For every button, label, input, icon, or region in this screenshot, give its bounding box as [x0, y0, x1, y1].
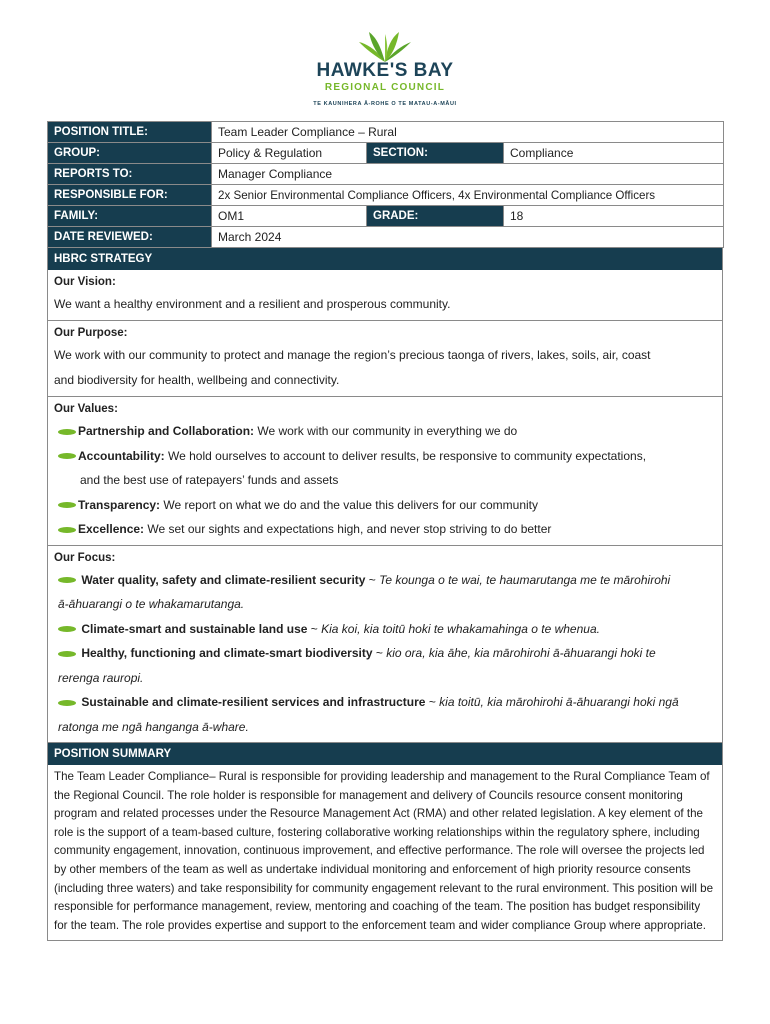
value-label: Excellence: [78, 522, 145, 536]
value-item [54, 493, 716, 518]
focus-maori-cont: ratonga me ngā hanganga ā-whare. [58, 719, 249, 734]
focus-separator: ~ [307, 621, 322, 636]
focus-label: Climate-smart and sustainable land use [81, 621, 308, 636]
focus-maori-cont: ā-āhuarangi o te whakamarutanga. [58, 597, 245, 611]
value-label: Transparency: [78, 497, 161, 512]
brand-name: HAWKE'S BAY [316, 60, 454, 81]
focus-label: Water quality, safety and climate-resilient security [81, 572, 366, 587]
position-summary-heading: POSITION SUMMARY [47, 743, 723, 765]
section-value: Compliance [504, 143, 724, 164]
value-text: We hold ourselves to account to deliver results, be responsive to community expectations, [164, 448, 647, 463]
grade-label: GRADE: [367, 206, 504, 227]
focus-maori: Te kounga o te wai, te haumarutanga me te mārohirohi [379, 572, 671, 587]
focus-text-continued [54, 666, 716, 691]
reports-to-value: Manager Compliance [212, 164, 724, 185]
purpose-text-line-1: We work with our community to protect and manage the region’s precious taonga of rivers, lakes, soils, air, coast [54, 348, 651, 362]
focus-text-continued [54, 592, 716, 617]
position-summary-text: The Team Leader Compliance– Rural is responsible for providing leadership and management to the Rural Compliance Team of the Regional Council. The role holder is responsible for management and delivery of Councils resource consent monitoring program and related processes under the Resource Management Act (RMA) and other related legislation. A key element of the role is the support of a team-based culture, fostering collaborative working relationships within the regulatory sphere, including community engagement, innovation, continuous improvement, and effective performance. The role will oversee the projects led by other members of the team as well as undertake individual monitoring and enforcement of high priority resource consents (including three waters) and take responsibility for community engagement relevant to the rural environment. This position will be responsible for performance management, review, mentoring and coaching of the team. The position has budget responsibility for the team. The role provides expertise and support to the enforcement team and wider compliance Group where appropriate. [47, 765, 723, 941]
focus-item [54, 568, 716, 593]
family-value: OM1 [212, 206, 367, 227]
leaf-bullet-icon [58, 700, 76, 706]
row-position-title [48, 122, 724, 143]
focus-separator: ~ [365, 572, 380, 587]
leaf-bullet-icon [58, 429, 76, 435]
focus-maori-cont: rerenga rauropi. [58, 670, 144, 685]
leaf-bullet-icon [58, 651, 76, 657]
value-text: We set our sights and expectations high, and never stop striving to do better [144, 522, 552, 536]
value-label: Partnership and Collaboration: [78, 424, 255, 438]
section-label: SECTION: [367, 143, 504, 164]
value-item [54, 517, 716, 542]
row-reports-to [48, 164, 724, 185]
focus-maori: Kia koi, kia toitū hoki te whakamahinga o te whenua. [321, 621, 600, 636]
leaf-bullet-icon [58, 502, 76, 508]
date-reviewed-label: DATE REVIEWED: [48, 227, 212, 248]
grade-value: 18 [504, 206, 724, 227]
focus-separator: ~ [425, 695, 440, 709]
group-value: Policy & Regulation [212, 143, 367, 164]
value-text: We report on what we do and the value this delivers for our community [160, 497, 539, 512]
row-responsible-for [48, 185, 724, 206]
purpose-heading: Our Purpose: [54, 327, 128, 339]
focus-separator: ~ [372, 646, 387, 660]
focus-item [54, 641, 716, 666]
row-date-reviewed [48, 227, 724, 248]
row-family [48, 206, 724, 227]
vision-text: We want a healthy environment and a resilient and prosperous community. [54, 297, 451, 311]
focus-label: Sustainable and climate-resilient services and infrastructure [81, 695, 426, 709]
value-item [54, 444, 716, 469]
focus-label: Healthy, functioning and climate-smart biodiversity [81, 646, 373, 660]
leaf-bullet-icon [58, 527, 76, 533]
purpose-text-line-2: and biodiversity for health, wellbeing and connectivity. [54, 373, 340, 387]
date-reviewed-value: March 2024 [212, 227, 724, 248]
reports-to-label: REPORTS TO: [48, 164, 212, 185]
values-block [47, 397, 723, 546]
leaf-bullet-icon [58, 577, 76, 583]
position-description [47, 121, 723, 941]
focus-heading: Our Focus: [54, 551, 116, 564]
purpose-block [47, 321, 723, 397]
value-text: We work with our community in everything we do [254, 424, 518, 438]
leaf-bullet-icon [58, 626, 76, 632]
value-label: Accountability: [78, 448, 165, 463]
position-title-value: Team Leader Compliance – Rural [212, 122, 724, 143]
focus-text-continued [54, 715, 716, 740]
focus-item [54, 690, 716, 715]
position-title-label: POSITION TITLE: [48, 122, 212, 143]
values-heading: Our Values: [54, 403, 118, 415]
value-text-continued: and the best use of ratepayers’ funds and assets [80, 473, 339, 487]
hbrc-strategy-heading: HBRC STRATEGY [47, 248, 723, 270]
brand-sub: REGIONAL COUNCIL [324, 82, 446, 93]
responsible-for-label: RESPONSIBLE FOR: [48, 185, 212, 206]
position-info-table [47, 121, 724, 248]
leaves-icon [355, 30, 415, 64]
focus-maori: kio ora, kia āhe, kia mārohirohi ā-āhuarangi hoki te [386, 646, 656, 660]
row-group [48, 143, 724, 164]
vision-block [47, 270, 723, 321]
logo [0, 0, 770, 118]
family-label: FAMILY: [48, 206, 212, 227]
value-item [54, 419, 716, 444]
vision-heading: Our Vision: [54, 276, 116, 288]
focus-block [47, 546, 723, 744]
responsible-for-value: 2x Senior Environmental Compliance Officers, 4x Environmental Compliance Officers [212, 185, 724, 206]
leaf-bullet-icon [58, 453, 76, 459]
brand-maori: TE KAUNIHERA Ā-ROHE O TE MATAU-A-MĀUI [313, 101, 457, 107]
focus-item [54, 617, 716, 642]
focus-maori: kia toitū, kia mārohirohi ā-āhuarangi hoki ngā [439, 695, 679, 709]
group-label: GROUP: [48, 143, 212, 164]
